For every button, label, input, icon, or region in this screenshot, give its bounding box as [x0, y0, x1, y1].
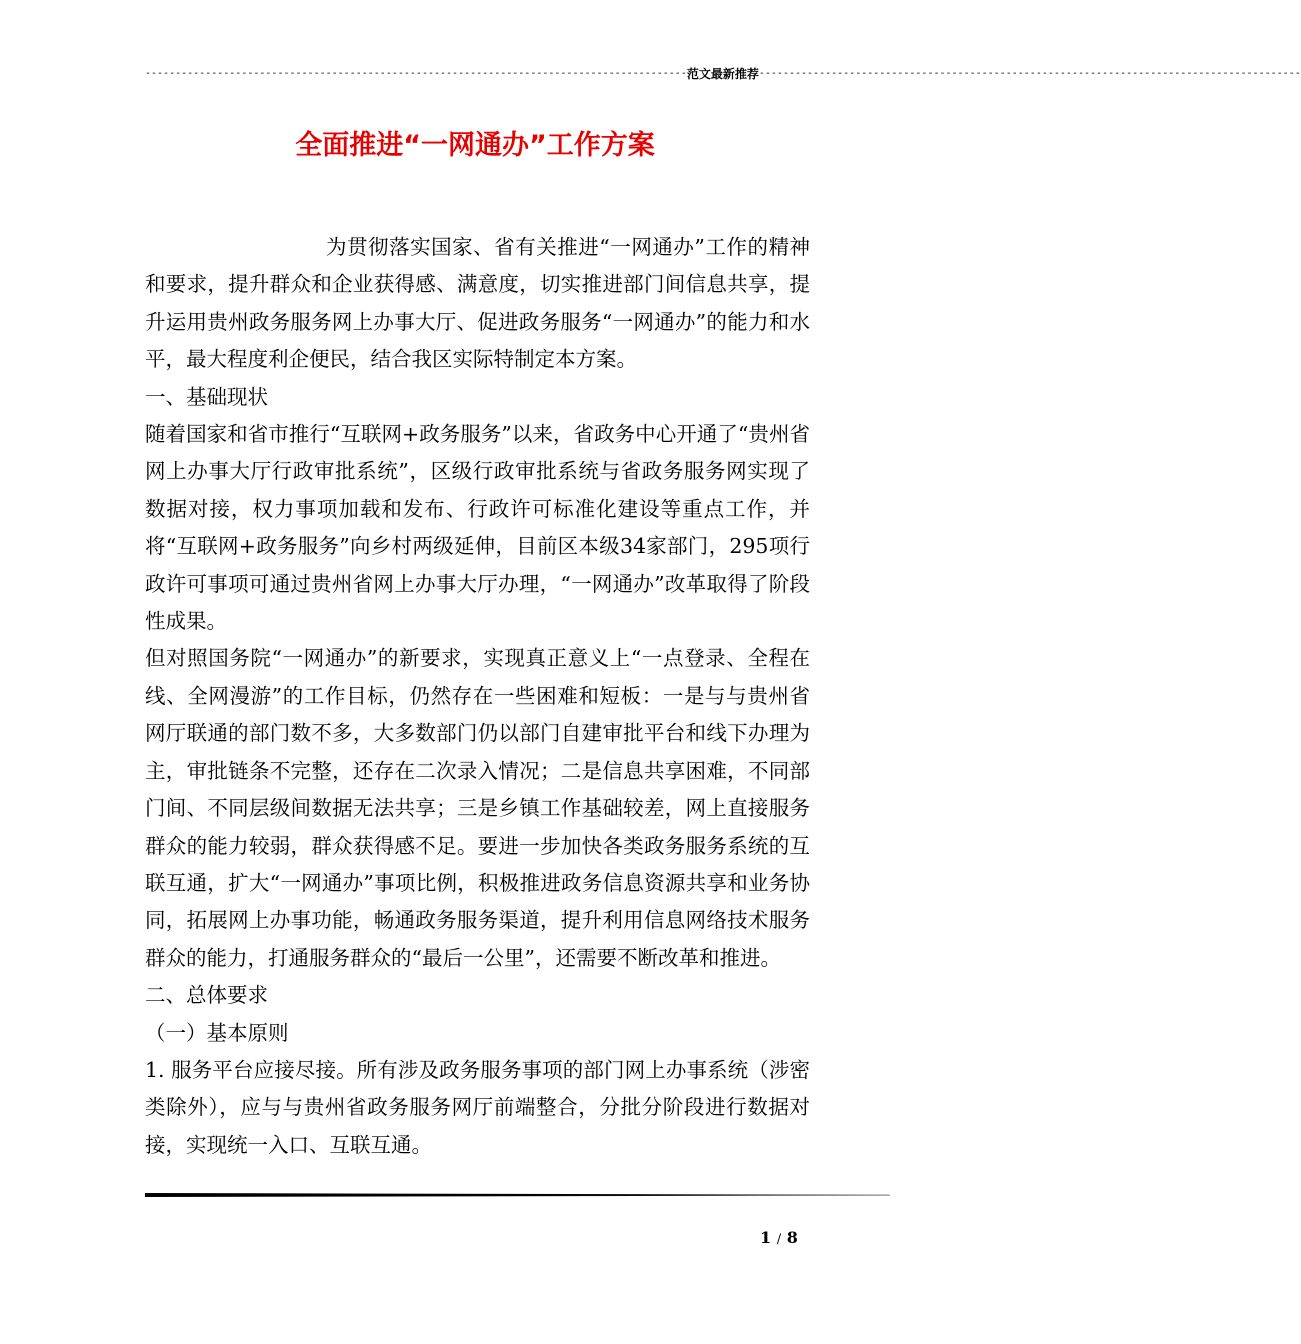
page-header: [145, 66, 1301, 82]
paragraph-status: 随着国家和省市推行“互联网+政务服务”以来，省政务中心开通了“贵州省网上办事大厅行政审批系统”，区级行政审批系统与省政务服务网实现了数据对接，权力事项加载和发布、行政许可标准化建设等重点工作，并将“互联网+政务服务”向乡村两级延伸，目前区本级34家部门，295项行政许可事项可通过贵州省网上办事大厅办理，“一网通办”改革取得了阶段性成果。: [145, 422, 810, 634]
heading-section-1: 一、基础现状: [145, 384, 268, 409]
header-dash-right: ------------------------------------------------------------------------------------------: [758, 68, 1301, 79]
heading-section-2: 二、总体要求: [145, 983, 268, 1008]
paragraph-problems: 但对照国务院“一网通办”的新要求，实现真正意义上“一点登录、全程在线、全网漫游”的工作目标，仍然存在一些困难和短板：一是与与贵州省网厅联通的部门数不多，大多数部门仍以部门自建审批平台和线下办理为主，审批链条不完整，还存在二次录入情况；二是信息共享困难，不同部门间、不同层级间数据无法共享；三是乡镇工作基础较差，网上直接服务群众的能力较弱，群众获得感不足。要进一步加快各类政务服务系统的互联互通，扩大“一网通办”事项比例，积极推进政务信息资源共享和业务协同，拓展网上办事功能，畅通政务服务渠道，提升利用信息网络技术服务群众的能力，打通服务群众的“最后一公里”，还需要不断改革和推进。: [145, 646, 810, 970]
document-title: 全面推进“一网通办”工作方案: [295, 130, 655, 161]
document-body: [145, 229, 810, 1164]
page-total: 8: [786, 1228, 798, 1247]
page-current: 1: [760, 1228, 772, 1247]
page-number: [760, 1228, 798, 1250]
footer-divider: [145, 1193, 890, 1197]
heading-subsection-1: （一）基本原则: [145, 1020, 289, 1045]
header-dash-left: ------------------------------------------------------------------------------------------: [145, 68, 687, 79]
header-label: 范文最新推荐: [686, 67, 759, 81]
page-separator: /: [776, 1232, 782, 1247]
paragraph-intro: 为贯彻落实国家、省有关推进“一网通办”工作的精神和要求，提升群众和企业获得感、满意度，切实推进部门间信息共享，提升运用贵州政务服务网上办事大厅、促进政务服务“一网通办”的能力和水平，最大程度利企便民，结合我区实际特制定本方案。: [145, 235, 810, 372]
paragraph-principle-1: 1. 服务平台应接尽接。所有涉及政务服务事项的部门网上办事系统（涉密类除外），应与与贵州省政务服务网厅前端整合，分批分阶段进行数据对接，实现统一入口、互联互通。: [145, 1057, 810, 1157]
